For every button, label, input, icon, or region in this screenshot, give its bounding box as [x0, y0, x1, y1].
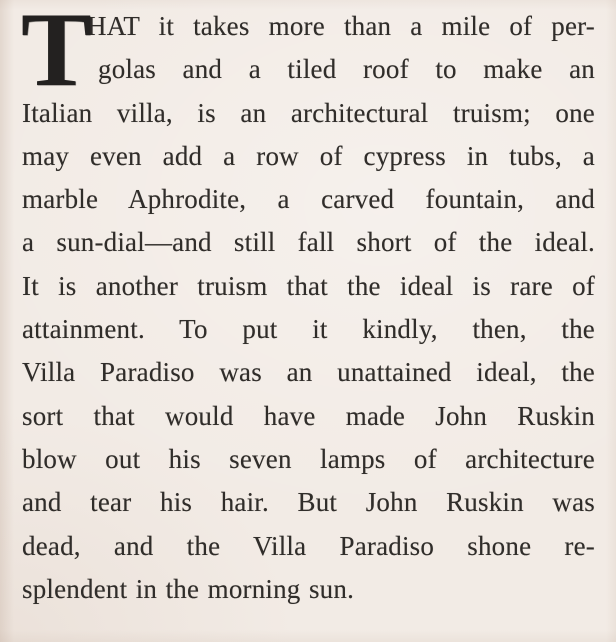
text-line: splendent in the morning sun. [22, 573, 355, 604]
text-line: attainment. To put it kindly, then, the [22, 314, 595, 345]
text-line: Italian villa, is an architectural truism; one [22, 97, 595, 128]
text-line: golas and a tiled roof to make an [98, 54, 595, 85]
text-line: blow out his seven lamps of architecture [22, 443, 595, 474]
text-line: HAT it takes more than a mile of per- [87, 11, 595, 41]
drop-cap-letter: T [21, 0, 92, 108]
text-line: It is another truism that the ideal is rare of [22, 270, 595, 301]
paragraph-text-block [21, 0, 595, 611]
text-line: marble Aphrodite, a carved fountain, and [22, 184, 595, 215]
text-line: a sun-dial—and still fall short of the ideal. [22, 227, 595, 258]
text-line: dead, and the Villa Paradiso shone re- [22, 530, 595, 561]
text-line: may even add a row of cypress in tubs, a [22, 140, 595, 171]
text-line: sort that would have made John Ruskin [22, 400, 595, 431]
text-line: and tear his hair. But John Ruskin was [22, 487, 595, 518]
text-line: Villa Paradiso was an unattained ideal, the [22, 357, 595, 388]
